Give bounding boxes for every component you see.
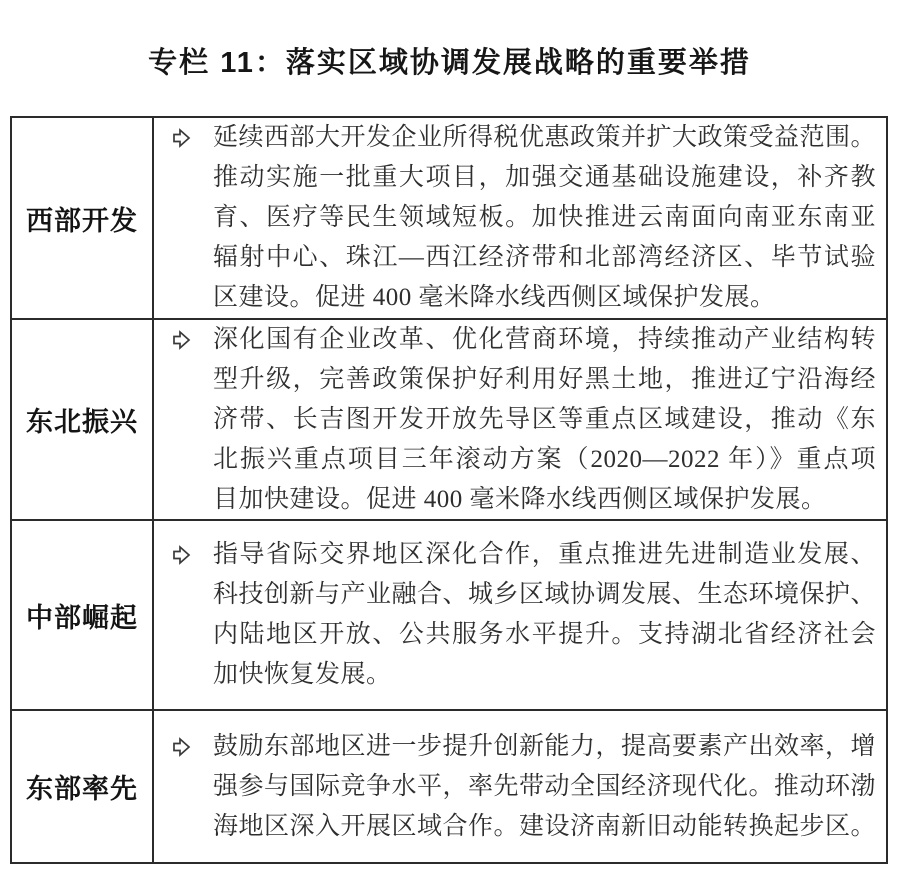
measures-cell bbox=[154, 521, 886, 709]
table-row bbox=[12, 118, 886, 318]
region-label: 东北振兴 bbox=[12, 320, 154, 519]
measures-content bbox=[172, 727, 876, 847]
right-arrow-icon bbox=[172, 736, 192, 758]
table-row bbox=[12, 519, 886, 709]
measures-content bbox=[172, 320, 876, 520]
measures-paragraph bbox=[213, 320, 876, 520]
measures-paragraph bbox=[213, 727, 876, 847]
measures-table bbox=[10, 116, 888, 864]
paragraph-line: 辐射中心、珠江—西江经济带和北部湾经济区、毕节试验 bbox=[213, 244, 876, 271]
paragraph-line: 区建设。促进 400 毫米降水线西侧区域保护发展。 bbox=[213, 284, 776, 311]
paragraph-line: 深化国有企业改革、优化营商环境，持续推动产业结构转 bbox=[213, 325, 876, 353]
paragraph-line: 科技创新与产业融合、城乡区域协调发展、生态环境保护、 bbox=[213, 581, 877, 608]
measures-cell bbox=[154, 118, 886, 318]
measures-paragraph bbox=[213, 118, 876, 318]
paragraph-line: 育、医疗等民生领域短板。加快推进云南面向南亚东南亚 bbox=[213, 204, 876, 231]
paragraph-line: 北振兴重点项目三年滚动方案（2020—2022 年）》重点项 bbox=[213, 445, 876, 473]
paragraph-line: 济带、长吉图开发开放先导区等重点区域建设，推动《东 bbox=[213, 405, 876, 433]
region-label: 西部开发 bbox=[12, 118, 154, 318]
right-arrow-icon bbox=[172, 329, 192, 351]
right-arrow-icon bbox=[172, 127, 192, 149]
measures-content bbox=[172, 118, 876, 318]
table-row bbox=[12, 709, 886, 862]
page-title: 专栏 11：落实区域协调发展战略的重要举措 bbox=[148, 47, 751, 79]
measures-paragraph bbox=[213, 535, 876, 695]
table-row bbox=[12, 318, 886, 519]
paragraph-line: 指导省际交界地区深化合作，重点推进先进制造业发展、 bbox=[213, 541, 876, 568]
region-label: 中部崛起 bbox=[12, 521, 154, 709]
paragraph-line: 加快恢复发展。 bbox=[213, 661, 392, 688]
right-arrow-icon bbox=[172, 544, 192, 566]
paragraph-line: 海地区深入开展区域合作。建设济南新旧动能转换起步区。 bbox=[213, 812, 877, 840]
measures-cell bbox=[154, 320, 886, 519]
paragraph-line: 推动实施一批重大项目，加强交通基础设施建设，补齐教 bbox=[213, 164, 876, 191]
paragraph-line: 内陆地区开放、公共服务水平提升。支持湖北省经济社会 bbox=[213, 621, 876, 648]
paragraph-line: 鼓励东部地区进一步提升创新能力，提高要素产出效率，增 bbox=[213, 732, 877, 760]
paragraph-line: 强参与国际竞争水平，率先带动全国经济现代化。推动环渤 bbox=[213, 772, 877, 800]
measures-content bbox=[172, 535, 876, 695]
paragraph-line: 型升级，完善政策保护好利用好黑土地，推进辽宁沿海经 bbox=[213, 365, 876, 393]
paragraph-line: 目加快建设。促进 400 毫米降水线西侧区域保护发展。 bbox=[213, 485, 827, 513]
measures-cell bbox=[154, 711, 886, 862]
paragraph-line: 延续西部大开发企业所得税优惠政策并扩大政策受益范围。 bbox=[213, 124, 877, 151]
region-label: 东部率先 bbox=[12, 711, 154, 862]
